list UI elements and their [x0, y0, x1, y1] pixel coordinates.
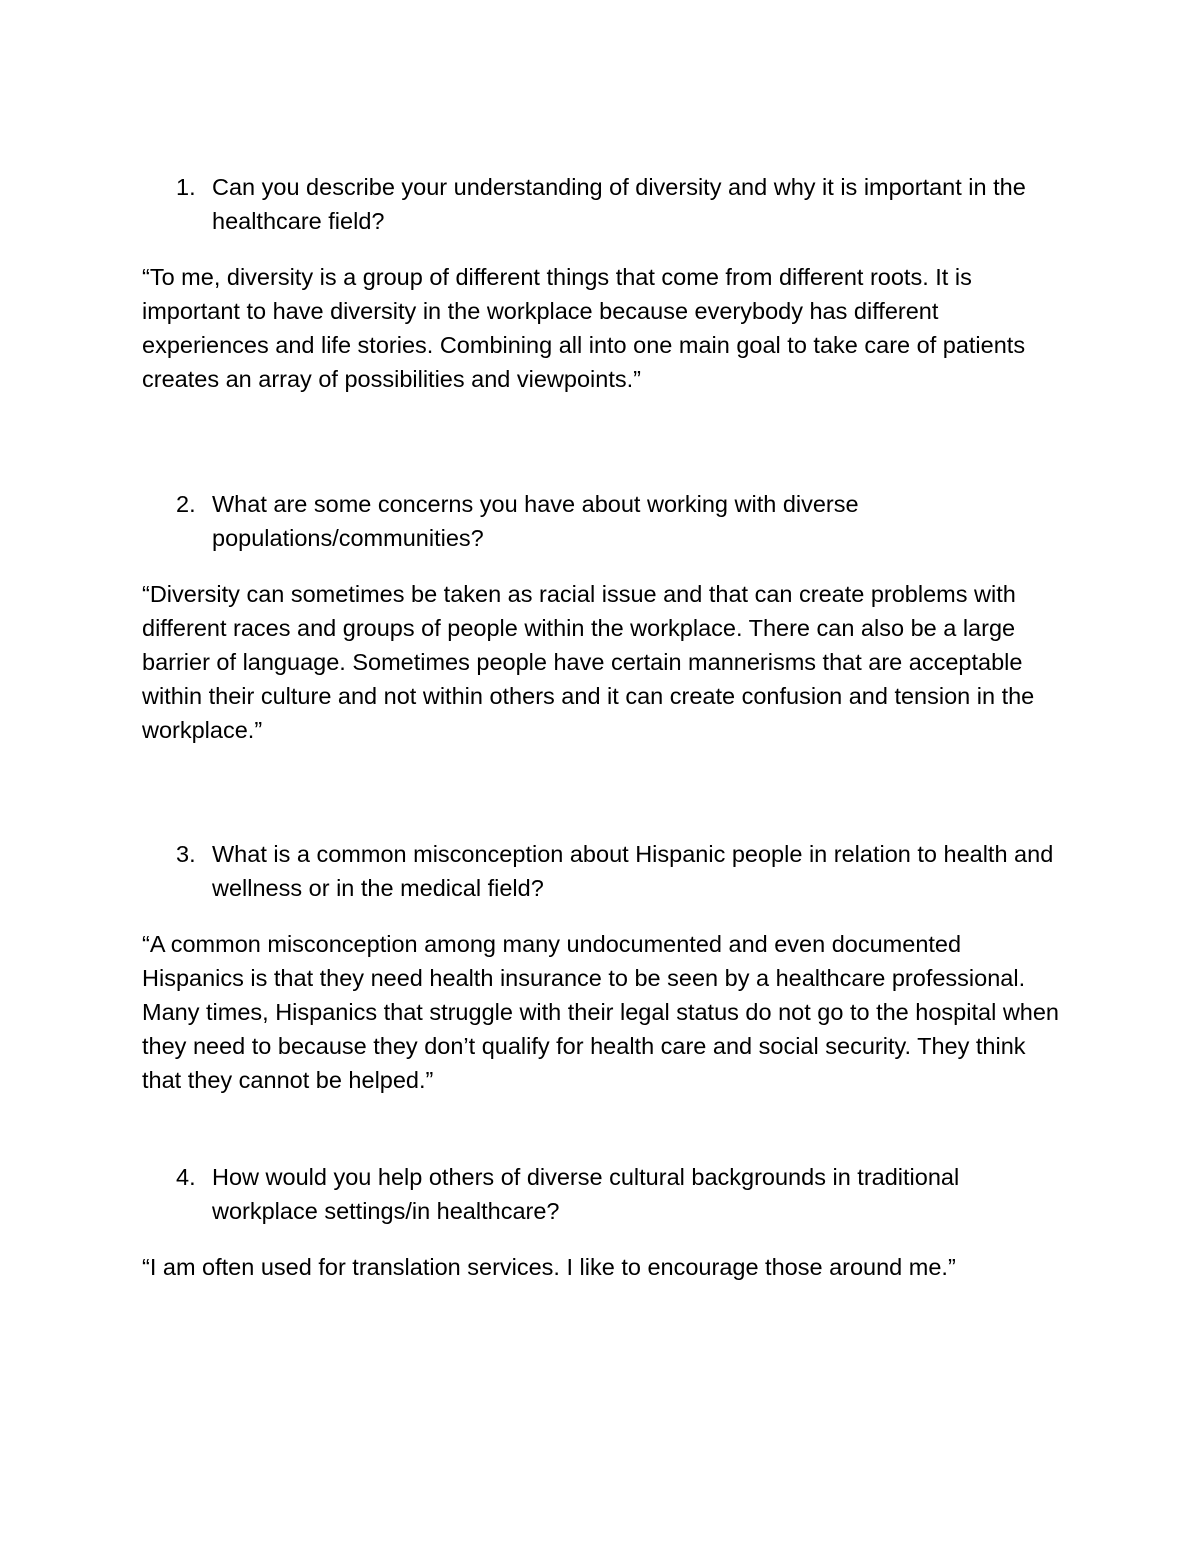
question-number-3: 3. — [176, 841, 196, 867]
question-number-2: 2. — [176, 491, 196, 517]
question-text-4: How would you help others of diverse cultural backgrounds in traditional workplace settings/in healthcare? — [212, 1164, 960, 1224]
question-4 — [142, 1160, 1062, 1228]
qa-block-3 — [142, 837, 1062, 1097]
question-text-1: Can you describe your understanding of diversity and why it is important in the healthcare field? — [212, 174, 1026, 234]
question-3 — [142, 837, 1062, 905]
qa-block-1 — [142, 170, 1062, 396]
answer-1: “To me, diversity is a group of different things that come from different roots. It is important to have diversity in the workplace because everybody has different experiences and life stories. Combining all into one main goal to take care of patients creates an array of possibilities and viewpoints.” — [142, 264, 1026, 392]
qa-block-4 — [142, 1160, 1062, 1284]
answer-3: “A common misconception among many undocumented and even documented Hispanics is that they need health insurance to be seen by a healthcare professional. Many times, Hispanics that struggle with their legal status do not go to the hospital when they need to because they don’t qualify for health care and social security. They think that they cannot be helped.” — [142, 931, 1059, 1093]
question-number-1: 1. — [176, 174, 196, 200]
question-text-2: What are some concerns you have about working with diverse populations/communities? — [212, 491, 859, 551]
question-2 — [142, 487, 1062, 555]
question-1 — [142, 170, 1062, 238]
answer-2: “Diversity can sometimes be taken as racial issue and that can create problems with different races and groups of people within the workplace. There can also be a large barrier of language. Sometimes people have certain mannerisms that are acceptable within their culture and not within others and it can create confusion and tension in the workplace.” — [142, 581, 1035, 743]
answer-4: “I am often used for translation services. I like to encourage those around me.” — [142, 1254, 956, 1280]
question-text-3: What is a common misconception about Hispanic people in relation to health and wellness or in the medical field? — [212, 841, 1054, 901]
question-number-4: 4. — [176, 1164, 196, 1190]
qa-block-2 — [142, 487, 1062, 747]
